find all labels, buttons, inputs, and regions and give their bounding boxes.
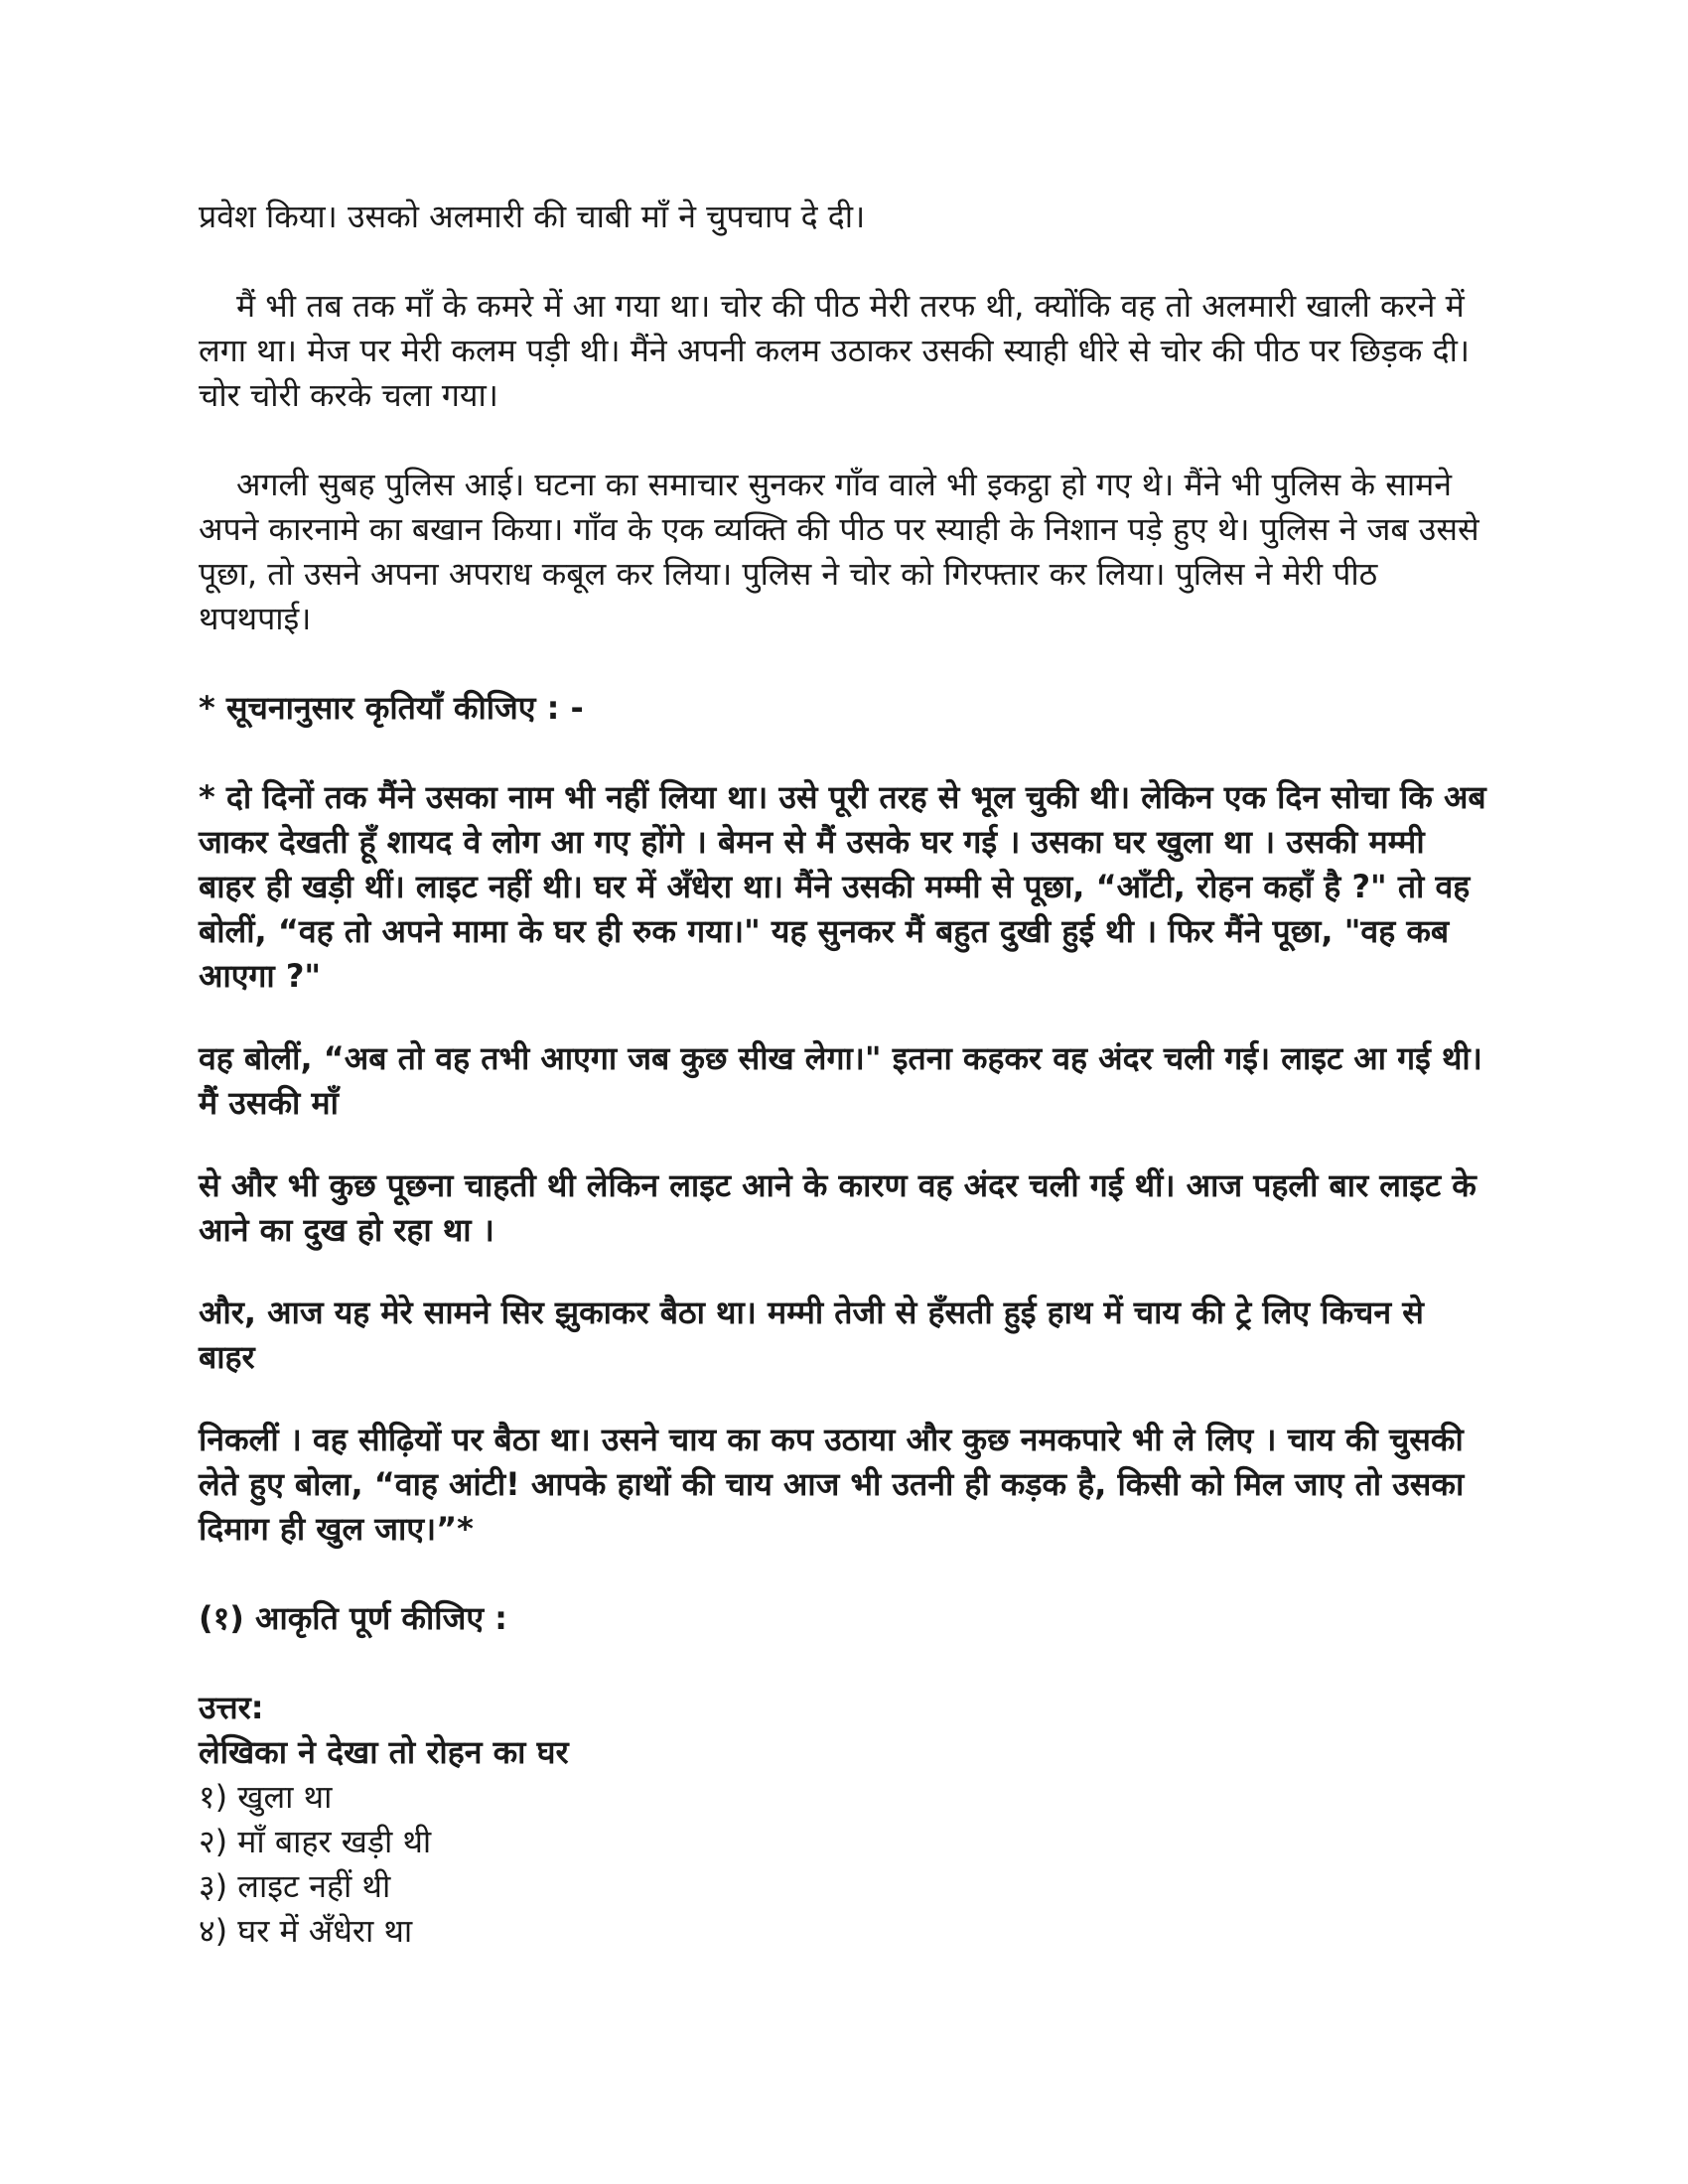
document-page [199,195,1489,1954]
answer-item: ३) लाइट नहीं थी [199,1867,391,1905]
passage-paragraph-4: और, आज यह मेरे सामने सिर झुकाकर बैठा था। मम्मी तेजी से हँसती हुई हाथ में चाय की ट्रे लिए किचन से बाहर [199,1294,1424,1376]
paragraph-continuation: प्रवेश किया। उसको अलमारी की चाबी माँ ने चुपचाप दे दी। [199,198,866,235]
passage-paragraph-1: * दो दिनों तक मैंने उसका नाम भी नहीं लिया था। उसे पूरी तरह से भूल चुकी थी। लेकिन एक दिन सोचा कि अब जाकर देखती हूँ शायद वे लोग आ गए होंगे । बेमन से मैं उसके घर गई । उसका घर खुला था । उसकी मम्मी बाहर ही खड़ी थीं। लाइट नहीं थी। घर में अँधेरा था। मैंने उसकी मम्मी से पूछा, “आँटी, रोहन कहाँ है ?" तो वह बोलीं, “वह तो अपने मामा के घर ही रुक गया।" यह सुनकर मैं बहुत दुखी हुई थी । फिर मैंने पूछा, "वह कब आएगा ?" [199,778,1486,995]
answer-item: १) खुला था [199,1778,333,1816]
passage-paragraph-2: वह बोलीं, “अब तो वह तभी आएगा जब कुछ सीख लेगा।" इतना कहकर वह अंदर चली गई। लाइट आ गई थी। मैं उसकी माँ [199,1039,1482,1122]
paragraph-police: अगली सुबह पुलिस आई। घटना का समाचार सुनकर गाँव वाले भी इकट्ठा हो गए थे। मैंने भी पुलिस के सामने अपने कारनामे का बखान किया। गाँव के एक व्यक्ति की पीठ पर स्याही के निशान पड़े हुए थे। पुलिस ने जब उससे पूछा, तो उसने अपना अपराध कबूल कर लिया। पुलिस ने चोर को गिरफ्तार कर लिया। पुलिस ने मेरी पीठ थपथपाई। [199,466,1479,637]
answer-item: २) माँ बाहर खड़ी थी [199,1823,432,1860]
answer-item: ४) घर में अँधेरा था [199,1912,413,1950]
question-heading: (१) आकृति पूर्ण कीजिए : [199,1599,507,1637]
answer-heading: लेखिका ने देखा तो रोहन का घर [199,1733,569,1771]
passage-paragraph-3: से और भी कुछ पूछना चाहती थी लेकिन लाइट आने के कारण वह अंदर चली गई थीं। आज पहली बार लाइट के आने का दुख हो रहा था । [199,1166,1477,1249]
paragraph-pen-ink: मैं भी तब तक माँ के कमरे में आ गया था। चोर की पीठ मेरी तरफ थी, क्योंकि वह तो अलमारी खाली करने में लगा था। मेज पर मेरी कलम पड़ी थी। मैंने अपनी कलम उठाकर उसकी स्याही धीरे से चोर की पीठ पर छिड़क दी। चोर चोरी करके चला गया। [199,287,1471,414]
instruction-heading: * सूचनानुसार कृतियाँ कीजिए : - [199,689,584,727]
passage-paragraph-5: निकलीं । वह सीढ़ियों पर बैठा था। उसने चाय का कप उठाया और कुछ नमकपारे भी ले लिए । चाय की चुसकी लेते हुए बोला, “वाह आंटी! आपके हाथों की चाय आज भी उतनी ही कड़क है, किसी को मिल जाए तो उसका दिमाग ही खुल जाए।”* [199,1421,1465,1548]
answer-label: उत्तर: [199,1689,264,1726]
answer-block [199,1686,1489,1954]
